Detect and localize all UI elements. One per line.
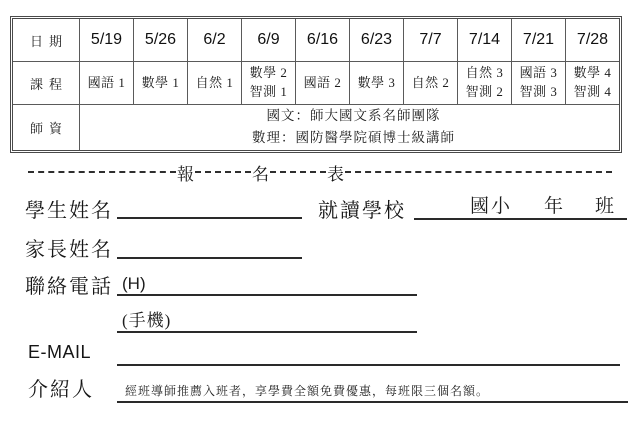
phone-home-prefix: (H) [122, 274, 146, 294]
course-name: 國語 2 [303, 74, 342, 90]
dash-line [345, 171, 612, 173]
schedule-table [10, 16, 622, 153]
dash-line [195, 171, 251, 173]
phone-home-field [117, 270, 417, 296]
teacher-line-chinese: 國文：師大國文系名師團隊 [266, 108, 441, 123]
course-name: 國語 1 [87, 74, 126, 90]
course-name-2: 智測 2 [465, 84, 504, 99]
teacher-row-header: 師資 [13, 104, 79, 150]
course-cell [79, 61, 133, 104]
course-cell [295, 61, 349, 104]
course-cell [403, 61, 457, 104]
course-name: 數學 2 [249, 65, 288, 81]
course-name: 自然 3 [465, 65, 504, 81]
student-name-label: 學生姓名 [25, 200, 113, 222]
course-row [13, 61, 619, 104]
student-name-field [117, 195, 302, 219]
course-cell [349, 61, 403, 104]
dash-line [270, 171, 326, 173]
grade-text: 年 [544, 196, 566, 218]
date-cell: 7/7 [403, 19, 457, 61]
course-cell [187, 61, 241, 104]
form-title-char: 報 [177, 164, 194, 184]
course-cell [241, 61, 295, 104]
phone-label: 聯絡電話 [25, 276, 113, 298]
referrer-note: 經班導師推薦入班者，享學費全額免費優惠，每班限三個名額。 [125, 384, 490, 398]
teacher-row [13, 104, 619, 150]
date-cell: 7/21 [511, 19, 565, 61]
referrer-field [117, 377, 628, 403]
parent-name-field [117, 234, 302, 259]
phone-mobile-prefix: (手機) [122, 310, 172, 330]
course-name: 數學 1 [141, 74, 180, 90]
course-name: 自然 2 [411, 74, 450, 90]
course-name-2: 智測 3 [519, 84, 558, 99]
date-cell: 6/16 [295, 19, 349, 61]
course-name: 數學 4 [573, 65, 612, 81]
email-label: E-MAIL [28, 342, 92, 362]
date-cell: 5/26 [133, 19, 187, 61]
course-row-header: 課程 [13, 61, 79, 104]
course-name-2: 智測 4 [573, 84, 612, 99]
course-cell [511, 61, 565, 104]
date-row-header: 日期 [29, 33, 68, 49]
course-name: 國語 3 [519, 65, 558, 81]
date-cell: 7/14 [457, 19, 511, 61]
form-title-separator [28, 162, 612, 182]
teacher-line-science: 數理：國防醫學院碩博士級講師 [252, 130, 455, 146]
dash-line [28, 171, 176, 173]
date-cell: 6/23 [349, 19, 403, 61]
form-title-char: 表 [327, 164, 344, 184]
date-row [13, 19, 619, 61]
parent-name-label: 家長姓名 [25, 239, 113, 261]
form-title-char: 名 [252, 164, 269, 184]
referrer-label: 介紹人 [28, 379, 94, 401]
email-field [117, 341, 620, 366]
date-cell: 7/28 [565, 19, 619, 61]
course-name-2: 智測 1 [249, 84, 288, 99]
school-label: 就讀學校 [318, 200, 406, 222]
date-cell: 6/2 [187, 19, 241, 61]
school-field [414, 195, 627, 220]
course-cell [565, 61, 619, 104]
course-name: 數學 3 [357, 74, 396, 90]
class-text: 班 [595, 196, 617, 218]
course-name: 自然 1 [195, 74, 234, 90]
course-cell [133, 61, 187, 104]
course-cell [457, 61, 511, 104]
phone-mobile-field [117, 307, 417, 333]
school-type-text: 國小 [470, 196, 513, 218]
date-cell: 5/19 [79, 19, 133, 61]
date-cell: 6/9 [241, 19, 295, 61]
teacher-cell [79, 104, 619, 150]
